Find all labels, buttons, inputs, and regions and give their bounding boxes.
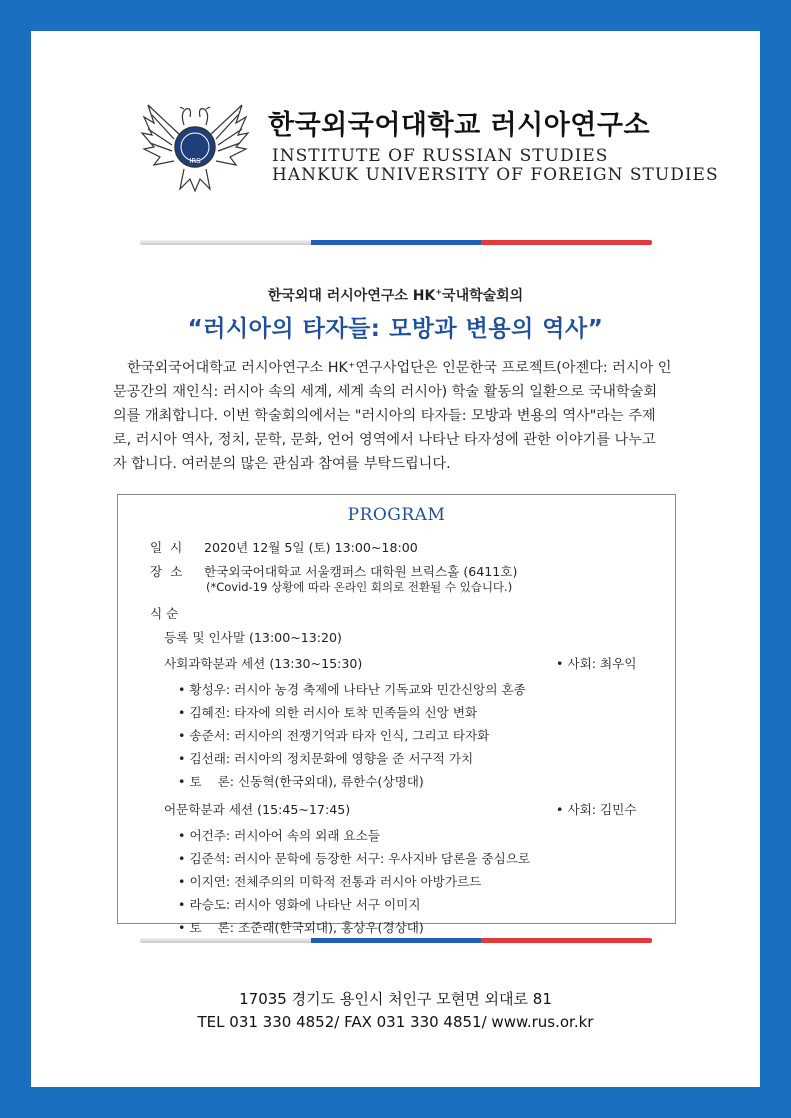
irs-eagle-logo [140, 95, 250, 195]
session1-item: • 김혜진: 타자에 의한 러시아 토착 민족들의 신앙 변화 [178, 702, 477, 721]
session1-item: • 김선래: 러시아의 정치문화에 영향을 준 서구적 가치 [178, 748, 473, 767]
institute-name-english: INSTITUTE OF RUSSIAN STUDIES [272, 146, 609, 166]
footer-address: 17035 경기도 용인시 처인구 모현면 외대로 81 [239, 990, 552, 1008]
session2-host: • 사회: 김민수 [556, 799, 637, 818]
session2-discussion: • 토 론: 조준래(한국외대), 홍상우(경상대) [178, 917, 424, 936]
program-heading: PROGRAM [347, 505, 446, 525]
university-name-english: HANKUK UNIVERSITY OF FOREIGN STUDIES [272, 165, 719, 185]
date-row [150, 537, 418, 556]
intro-line: 한국외국어대학교 러시아연구소 HK⁺연구사업단은 인문한국 프로젝트(아젠다: 러시아 인 [127, 360, 672, 376]
date-value: 2020년 12월 5일 (토) 13:00~18:00 [204, 540, 418, 555]
logo-text: IRS [189, 157, 201, 165]
session2-item: • 라승도: 러시아 영화에 나타난 서구 이미지 [178, 894, 421, 913]
session1-host: • 사회: 최우익 [556, 653, 637, 672]
institute-name-korean: 한국외국어대학교 러시아연구소 [268, 110, 651, 141]
intro-line: 자 합니다. 여러분의 많은 관심과 참여를 부탁드립니다. [113, 456, 451, 472]
session1-item: • 송준서: 러시아의 전쟁기억과 타자 인식, 그리고 타자화 [178, 725, 489, 744]
tricolor-divider-bottom [140, 938, 652, 943]
program-box [117, 494, 676, 935]
intro-paragraph [113, 356, 679, 476]
footer-contact: TEL 031 330 4852/ FAX 031 330 4851/ www.rus.or.kr [197, 1013, 594, 1031]
session2-item: • 이지연: 전체주의의 미학적 전통과 러시아 아방가르드 [178, 871, 481, 890]
registration-item: 등록 및 인사말 (13:00~13:20) [164, 630, 342, 645]
session1-discussion: • 토 론: 신동혁(한국외대), 류한수(상명대) [178, 771, 424, 790]
place-note: (*Covid-19 상황에 따라 온라인 회의로 전환될 수 있습니다.) [206, 580, 513, 594]
session2-item: • 김준석: 러시아 문학에 등장한 서구: 우사지바 담론을 중심으로 [178, 848, 530, 867]
session2-title: 어문학분과 세션 (15:45~17:45) [164, 802, 351, 817]
place-label: 장 소 [150, 564, 185, 579]
session2-item: • 어건주: 러시아어 속의 외래 요소들 [178, 825, 380, 844]
place-value: 한국외국어대학교 서울캠퍼스 대학원 브릭스홀 (6411호) [204, 564, 518, 579]
place-row [150, 561, 517, 580]
intro-line: 로, 러시아 역사, 정치, 문학, 문화, 언어 영역에서 나타난 타자성에 관한 이야기를 나누고 [113, 432, 656, 448]
session1-title: 사회과학분과 세션 (13:30~15:30) [164, 656, 363, 671]
event-title: “러시아의 타자들: 모방과 변용의 역사” [187, 316, 604, 342]
event-subtitle: 한국외대 러시아연구소 HK+국내학술회의 [267, 287, 524, 304]
intro-line: 의를 개최합니다. 이번 학술회의에서는 "러시아의 타자들: 모방과 변용의 역사"라는 주제 [113, 408, 656, 424]
session1-item: • 황성우: 러시아 농경 축제에 나타난 기독교와 민간신앙의 혼종 [178, 679, 526, 698]
date-label: 일 시 [150, 540, 185, 555]
tricolor-divider-top [140, 240, 652, 245]
intro-line: 문공간의 재인식: 러시아 속의 세계, 세계 속의 러시아) 학술 활동의 일환으로 국내학술회 [113, 384, 658, 400]
order-label: 식 순 [150, 606, 179, 621]
